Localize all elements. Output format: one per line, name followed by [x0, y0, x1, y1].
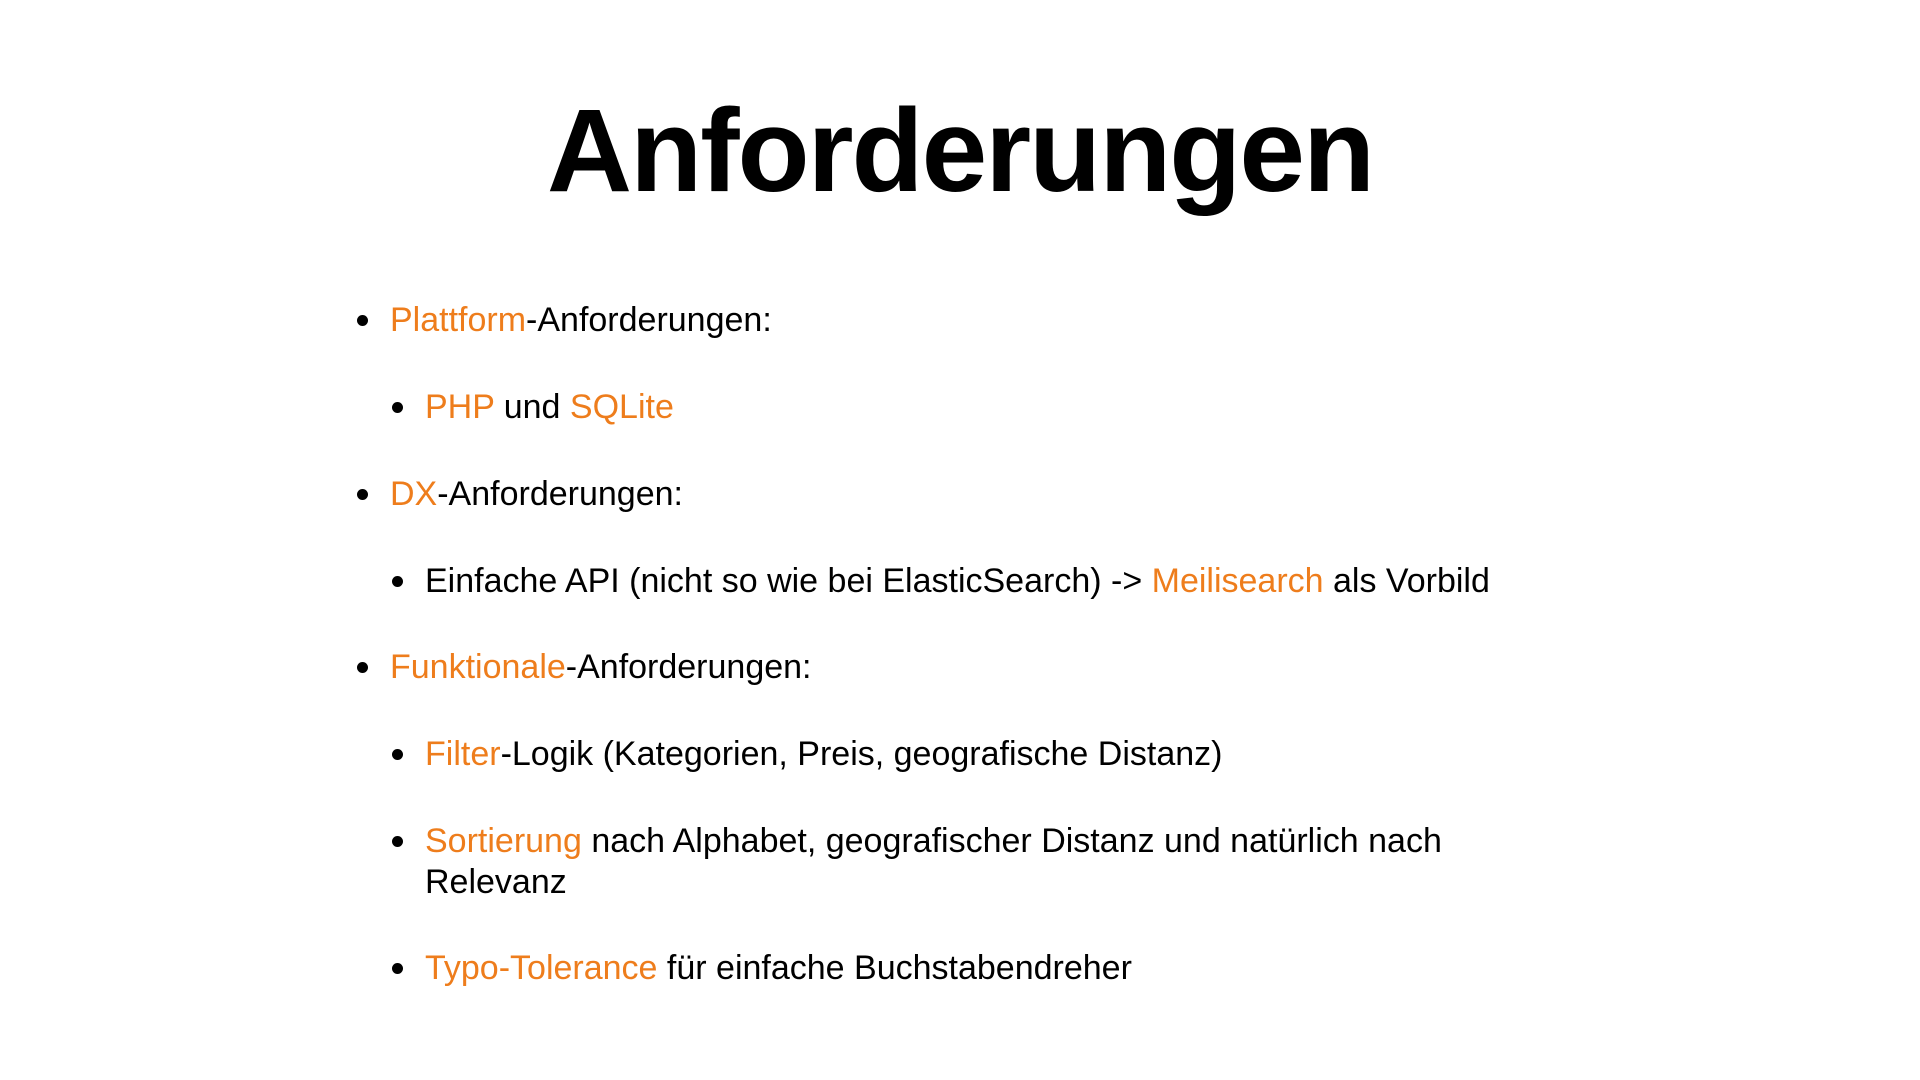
- bullet-plattform: [390, 300, 772, 341]
- bullet-php-sqlite: [425, 387, 674, 428]
- bullet-dot-icon: [392, 963, 403, 974]
- bullet-text: -Logik (Kategorien, Preis, geografische Distanz): [500, 735, 1223, 773]
- bullet-dot-icon: [392, 749, 403, 760]
- bullet-text: -Anforderungen:: [526, 301, 772, 339]
- bullet-einfache-api: [425, 561, 1490, 602]
- bullet-text: Einfache API (nicht so wie bei ElasticSearch) ->: [425, 562, 1152, 600]
- bullet-text: für einfache Buchstabendreher: [657, 949, 1132, 987]
- bullet-dx: [390, 474, 683, 515]
- bullet-dot-icon: [392, 576, 403, 587]
- highlight-text: PHP: [425, 388, 495, 426]
- highlight-text: Funktionale: [390, 648, 566, 686]
- highlight-text: SQLite: [569, 388, 674, 426]
- slide-title: Anforderungen: [546, 85, 1374, 217]
- bullet-dot-icon: [357, 489, 368, 500]
- bullet-text: als Vorbild: [1323, 562, 1490, 600]
- highlight-text: Filter: [425, 735, 501, 773]
- highlight-text: Typo-Tolerance: [425, 949, 658, 987]
- bullet-filter: [425, 734, 1222, 775]
- bullet-text: -Anforderungen:: [437, 475, 683, 513]
- bullet-typo-tolerance: [425, 948, 1132, 989]
- bullet-dot-icon: [392, 836, 403, 847]
- bullet-dot-icon: [357, 662, 368, 673]
- bullet-sortierung: [425, 821, 1442, 903]
- highlight-text: Plattform: [390, 301, 527, 339]
- highlight-text: DX: [390, 475, 438, 513]
- bullet-text: Relevanz: [425, 863, 567, 901]
- bullet-text: -Anforderungen:: [565, 648, 812, 686]
- highlight-text: Meilisearch: [1151, 562, 1324, 600]
- bullet-text: und: [494, 388, 570, 426]
- highlight-text: Sortierung: [425, 822, 582, 860]
- bullet-text: nach Alphabet, geografischer Distanz und natürlich nach: [581, 822, 1442, 860]
- bullet-funktionale: [390, 647, 812, 688]
- bullet-dot-icon: [392, 402, 403, 413]
- bullet-dot-icon: [357, 315, 368, 326]
